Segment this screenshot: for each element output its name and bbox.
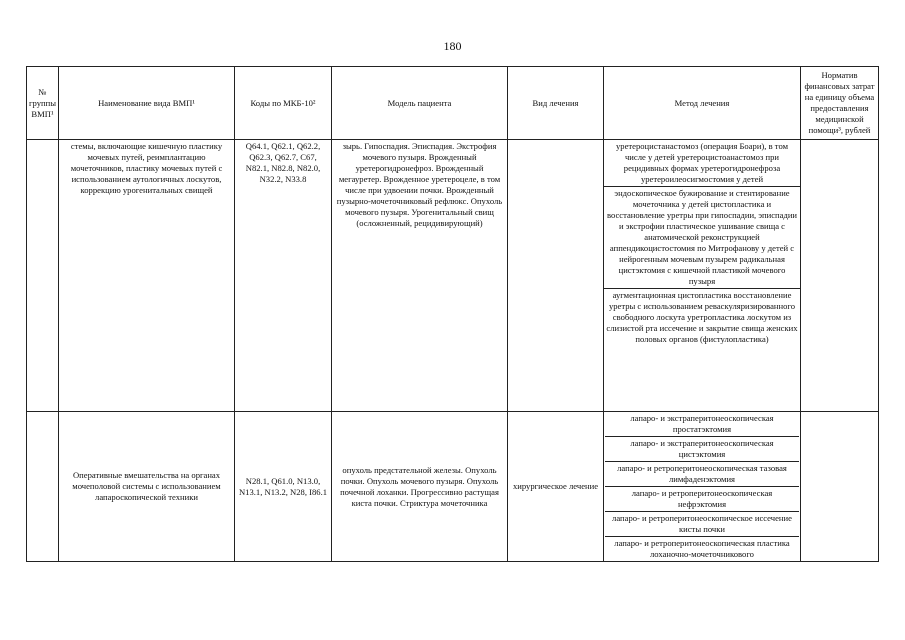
treatment-type-cell: хирургическое лечение [508, 412, 604, 562]
table-row [27, 412, 879, 562]
group-cell [27, 140, 59, 412]
method-item: лапаро- и экстраперитонеоскопическая простатэктомия [605, 412, 799, 437]
method-cell [604, 140, 801, 412]
header-norm: Норматив финансовых затрат на единицу объема предоставления медицинской помощи³, рублей [801, 67, 879, 140]
method-cell [604, 412, 801, 562]
header-group: № группы ВМП¹ [27, 67, 59, 140]
vmp-table [26, 66, 879, 562]
group-cell [27, 412, 59, 562]
header-model: Модель пациента [332, 67, 508, 140]
method-item: уретероцистанастомоз (операция Боари), в том числе у детей уретероцистоанастомоз при рецидивных формах уретерогидронефроза уретероилеосигмостомия у детей [604, 140, 800, 187]
icd-codes-cell: Q64.1, Q62.1, Q62.2, Q62.3, Q62.7, C67, N82.1, N82.8, N82.0, N32.2, N33.8 [235, 140, 332, 412]
vmp-name-cell: стемы, включающие кишечную пластику мочевых путей, реимплантацию мочеточников, пластику мочевых путей с использованием аутологичных лоскутов, коррекцию урогенитальных свищей [59, 140, 235, 412]
header-treatment-type: Вид лечения [508, 67, 604, 140]
method-item: лапаро- и ретроперитонеоскопическая нефрэктомия [605, 487, 799, 512]
header-name: Наименование вида ВМП¹ [59, 67, 235, 140]
icd-codes-cell: N28.1, Q61.0, N13.0, N13.1, N13.2, N28, I86.1 [235, 412, 332, 562]
patient-model-cell: опухоль предстательной железы. Опухоль почки. Опухоль мочевого пузыря. Опухоль почечной лоханки. Прогрессивно растущая киста почки. Стриктура мочеточника [332, 412, 508, 562]
norm-cell [801, 140, 879, 412]
table-row [27, 140, 879, 412]
vmp-name-cell: Оперативные вмешательства на органах мочеполовой системы с использованием лапароскопической техники [59, 412, 235, 562]
header-codes: Коды по МКБ-10² [235, 67, 332, 140]
method-item: лапаро- и экстраперитонеоскопическая цистэктомия [605, 437, 799, 462]
header-row [27, 67, 879, 140]
patient-model-cell: зырь. Гипоспадия. Эписпадия. Экстрофия мочевого пузыря. Врожденный уретерогидронефроз. Врожденный мегауретер. Врожденное уретероцеле, в том числе при удвоении почки. Врожденный пузырно-мочеточниковый рефлюкс. Опухоль мочевого пузыря. Урогенитальный свищ (осложненный, рецидивирующий) [332, 140, 508, 412]
page-number: 180 [443, 39, 462, 53]
treatment-type-cell [508, 140, 604, 412]
method-item: лапаро- и ретроперитонеоскопическая тазовая лимфаденэктомия [605, 462, 799, 487]
method-item: лапаро- и ретроперитонеоскопическое иссечение кисты почки [605, 512, 799, 537]
method-item: лапаро- и ретроперитонеоскопическая пластика лоханочно-мочеточникового [614, 538, 790, 559]
header-method: Метод лечения [604, 67, 801, 140]
norm-cell [801, 412, 879, 562]
method-item: аугментационная цистопластика восстановление уретры с использованием реваскуляризированного свободного лоскута уретропластика лоскутом из слизистой рта иссечение и закрытие свища женских половых органов (фистулопластика) [606, 290, 798, 344]
method-item: эндоскопическое бужирование и стентирование мочеточника у детей цистопластика и восстановление уретры при гипоспадии, эписпадии и экстрофии пластическое ушивание свища с анатомической реконструкцией аппендикоцистостомия по Митрофанову у детей с нейрогенным мочевым пузырем радикальная цистэктомия с кишечной пластикой мочевого пузыря [604, 187, 800, 289]
